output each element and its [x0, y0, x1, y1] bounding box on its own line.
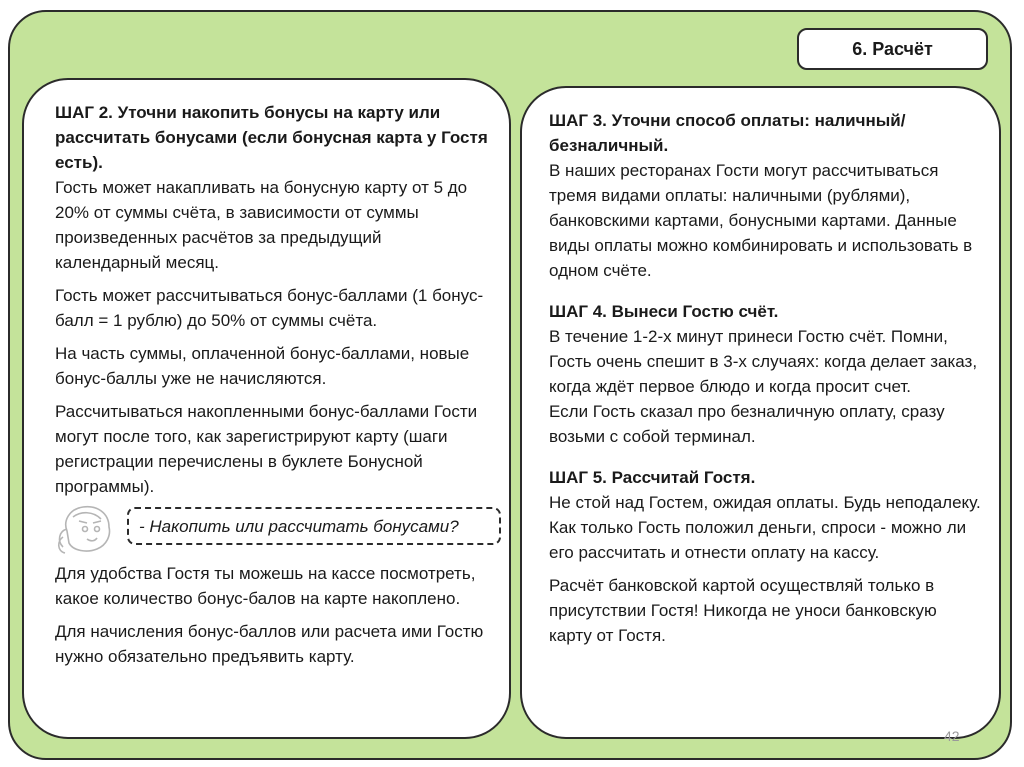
step2-heading: ШАГ 2. Уточни накопить бонусы на карту или рассчитать бонусами (если бонусная карта у Гостя есть). — [55, 103, 488, 172]
tip-text: - Накопить или рассчитать бонусами? — [139, 516, 459, 536]
slide-title-text: 6. Расчёт — [852, 38, 933, 59]
step4-heading: ШАГ 4. Вынеси Гостю счёт. — [549, 302, 779, 321]
step4-text: В течение 1-2-х минут принеси Гостю счёт. Помни, Гость очень спешит в 3-х случаях: когда делает заказ, когда ждёт первое блюдо и когда просит счет. — [549, 327, 978, 396]
girl-mascot-icon — [53, 501, 123, 561]
paragraph-registration: Рассчитываться накопленными бонус-баллами Гости могут после того, как зарегистрируют карту (шаги регистрации перечислены в буклете Бонусной программы). — [55, 402, 478, 496]
page-number: 42 — [944, 728, 960, 744]
step4-terminal-text: Если Гость сказал про безналичную оплату, сразу возьми с собой терминал. — [549, 402, 945, 446]
step5-heading: ШАГ 5. Рассчитай Гостя. — [549, 468, 756, 487]
paragraph-no-accrual: На часть суммы, оплаченной бонус-баллами, новые бонус-баллы уже не начисляются. — [55, 344, 470, 388]
step2-intro: Гость может накапливать на бонусную карту от 5 до 20% от суммы счёта, в зависимости от суммы произведенных расчётов за предыдущий календарный месяц. — [55, 178, 468, 272]
paragraph-check-balance: Для удобства Гостя ты можешь на кассе посмотреть, какое количество бонус-балов на карте накоплено. — [55, 564, 476, 608]
left-panel — [22, 78, 511, 739]
step3-text: В наших ресторанах Гости могут рассчитываться тремя видами оплаты: наличными (рублями), банковскими картами, бонусными картами. Данные виды оплаты можно комбинировать и использовать в одном счёте. — [549, 161, 973, 280]
paragraph-show-card: Для начисления бонус-баллов или расчета ими Гостю нужно обязательно предъявить карту. — [55, 622, 484, 666]
slide-title — [797, 28, 988, 70]
step4-section — [549, 299, 981, 449]
step3-heading: ШАГ 3. Уточни способ оплаты: наличный/ безналичный. — [549, 111, 906, 155]
step5-text: Не стой над Гостем, ожидая оплаты. Будь неподалеку. Как только Гость положил деньги, спроси - можно ли его рассчитать и отнести оплату на кассу. — [549, 493, 981, 562]
step5-card-note: Расчёт банковской картой осуществляй только в присутствии Гостя! Никогда не уноси банковскую карту от Гостя. — [549, 576, 937, 645]
tip-box — [127, 507, 501, 545]
right-panel — [520, 86, 1001, 739]
paragraph-bonus-payment: Гость может рассчитываться бонус-баллами (1 бонус-балл = 1 рублю) до 50% от суммы счёта. — [55, 286, 484, 330]
step5-section — [549, 465, 981, 565]
step3-section — [549, 108, 981, 283]
tip-row — [55, 507, 489, 553]
